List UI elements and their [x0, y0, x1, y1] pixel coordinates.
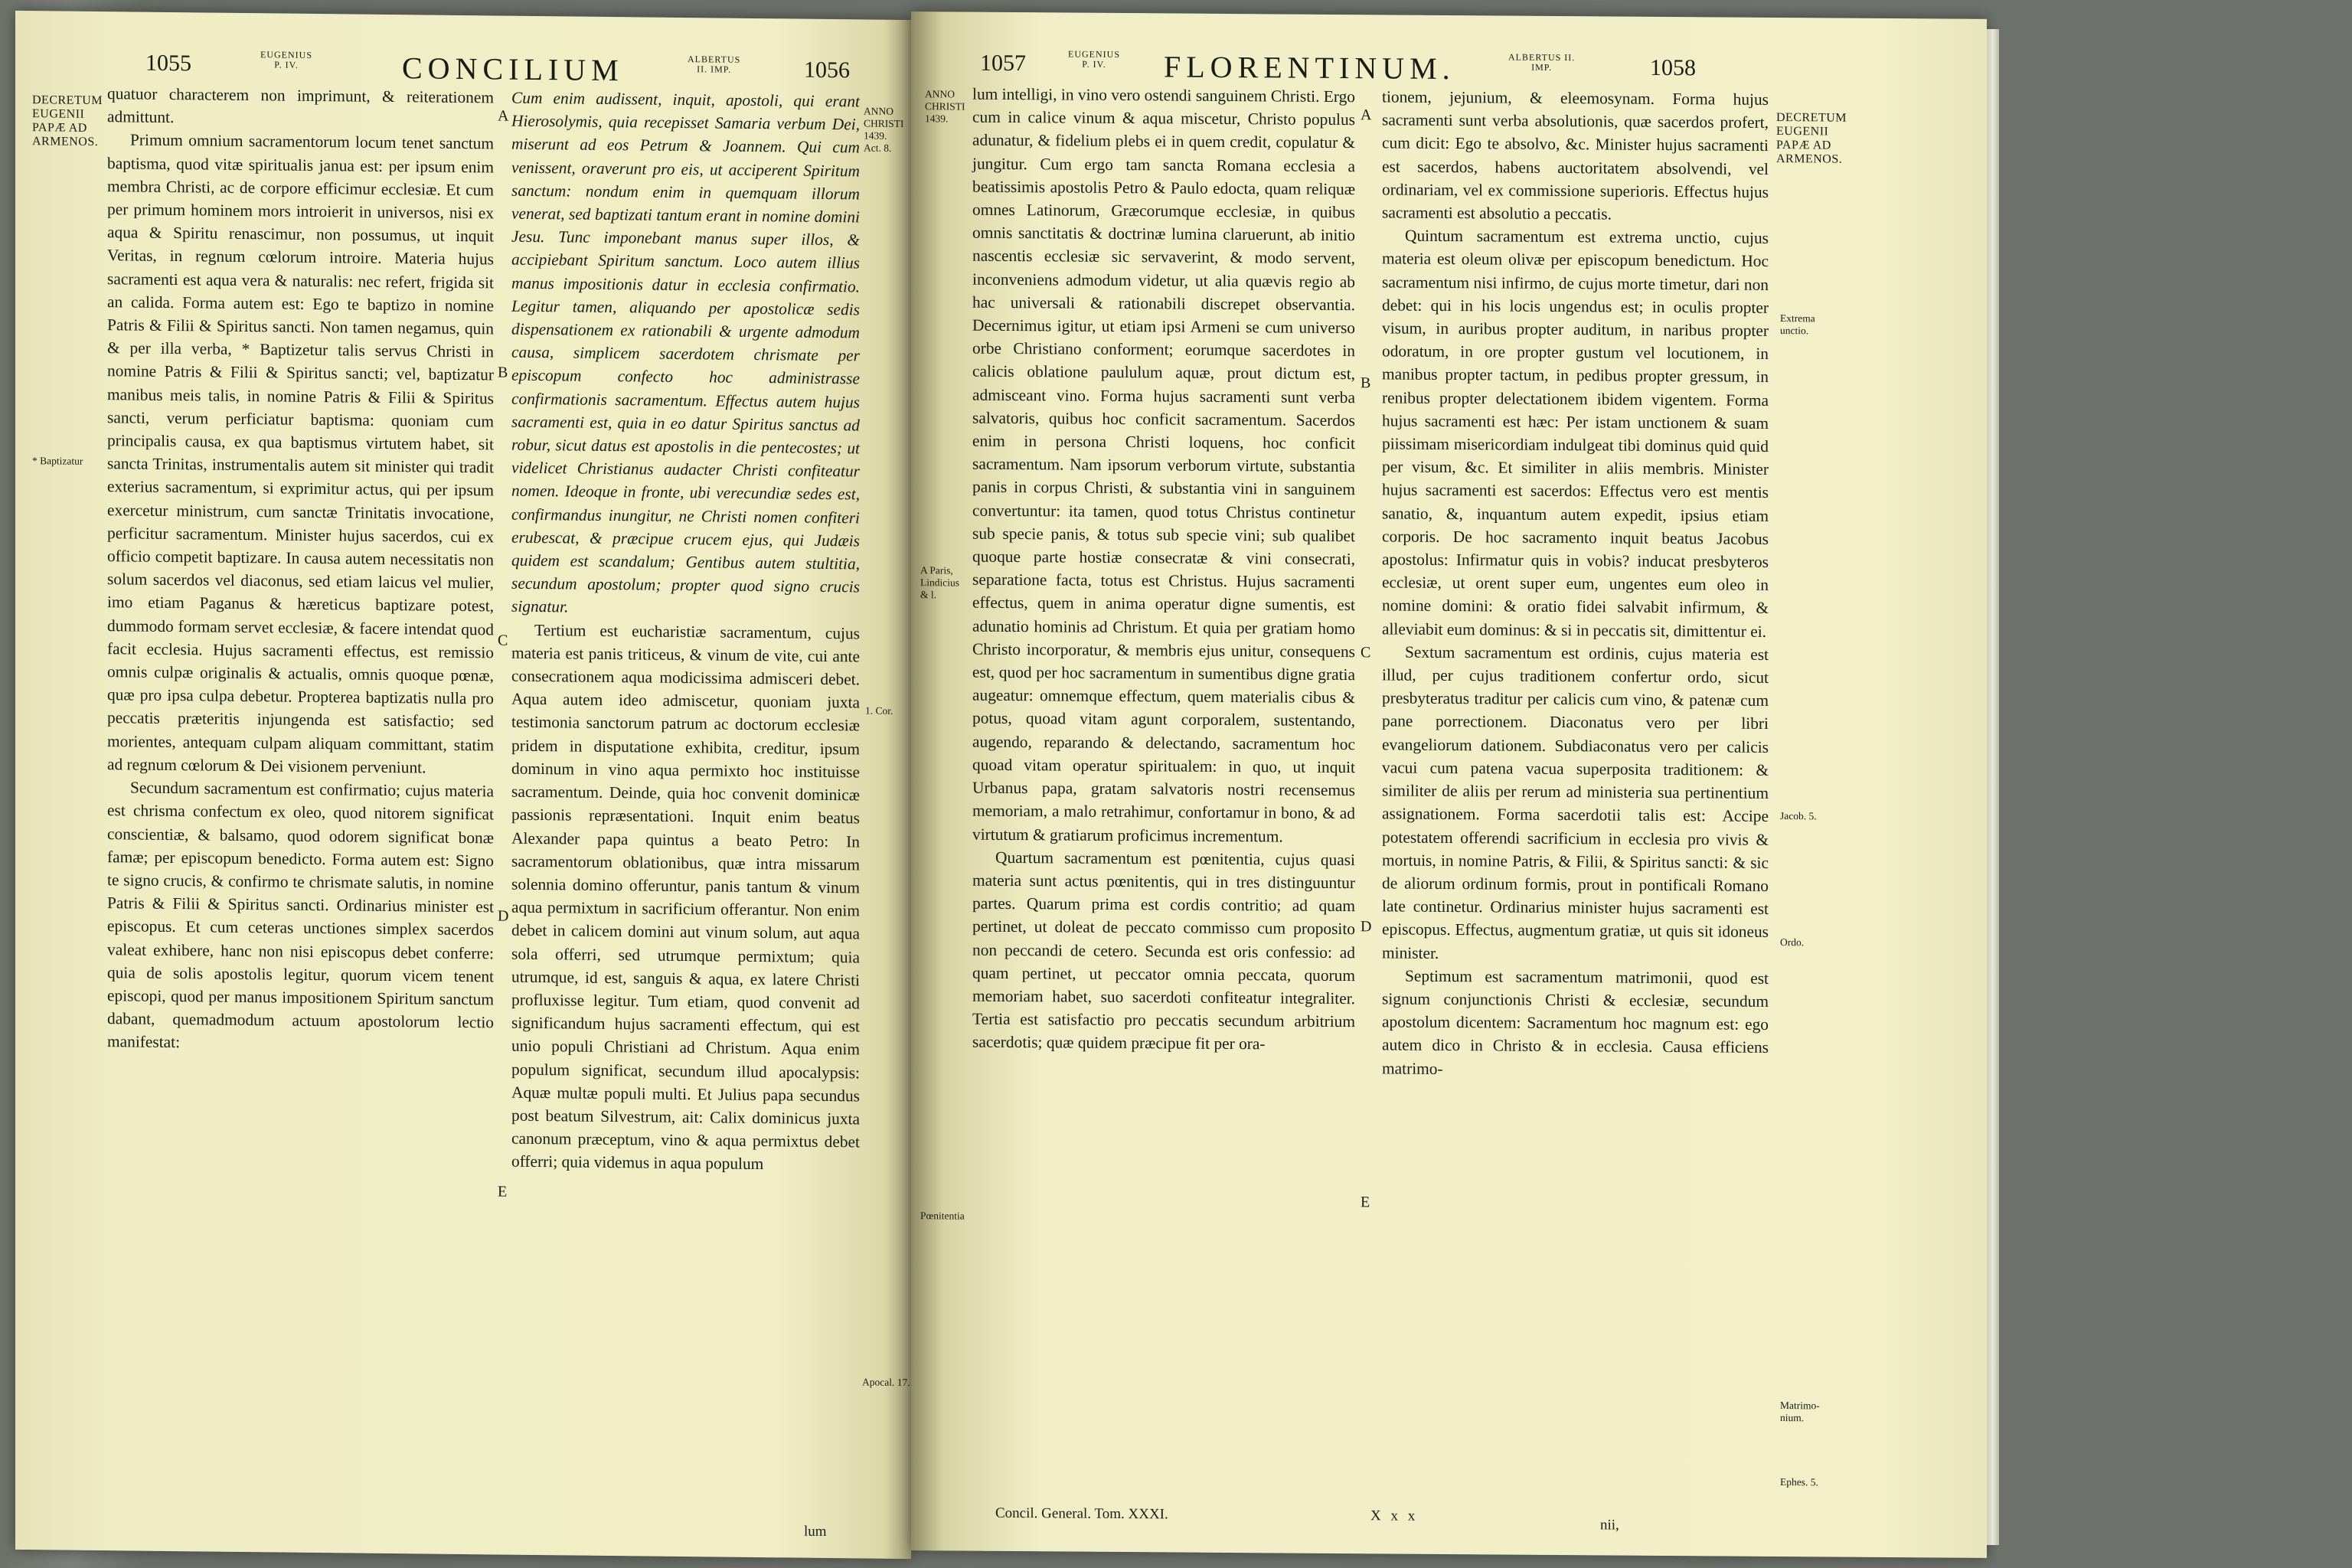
paragraph-baptism: Primum omnium sacramentorum locum tenet sanctum baptisma, quod vitæ spiritualis janua est: per ipsum enim membra Christi, ac de corpore efficimur ecclesiæ. Et cum per primum hominem mors introierit in universos, nisi ex aqua & Spiritu renascimur, non possumus, ut inquit Veritas, in regnum cœlorum introire. Materia hujus sacramenti est aqua vera & naturalis: nec refert, frigida sit an calida. Forma autem est: Ego te baptizo in nomine Patris & Filii & Spiritus sancti. Non tamen negamus, quin & per illa verba, * Baptizetur talis servus Christi in nomine Patris & Filii & Spiritus sancti; vel, baptizatur manibus meis talis, in nomine Patris & Filii & Spiritus sancti, verum perficiatur baptisma: quoniam cum principalis causa, ex qua baptismus virtutem habet, sit sancta Trinitas, instrumentalis autem sit minister qui tradit exterius sacramentum, si exprimitur actus, qui per ipsum exercetur ministrum, cum sanctæ Trinitatis invocatione, perficitur sacramentum. Minister hujus sacerdos, cui ex officio competit baptizare. In causa autem necessitatis non solum sacerdos vel diaconus, sed etiam laicus vel mulier, imo etiam Paganus & hæreticus baptizare potest, dummodo formam servet ecclesiæ, & facere intendat quod facit ecclesia. Hujus sacramenti effectus, est remissio omnis culpæ originalis & actualis, omnis quoque pœnæ, quæ pro ipsa culpa debetur. Propterea baptizatis nulla pro peccatis præteritis injungenda est satisfactio; sed morientes, antequam culpam aliquam committant, statim ad regnum cœlorum & Dei visionem perveniunt.: [107, 130, 494, 777]
margin-paris: [920, 564, 959, 601]
left-column-2: [511, 87, 860, 1177]
margin-line: PAPÆ AD: [1776, 138, 1831, 152]
right-column-1: [972, 83, 1355, 1057]
left-catchword: lum: [804, 1523, 827, 1540]
margin-anno-left: [864, 105, 904, 155]
margin-line: CHRISTI: [925, 100, 965, 113]
page-number-1056: 1056: [804, 57, 850, 83]
emperor-number: IMP.: [1531, 61, 1553, 73]
margin-decretum-left: [32, 93, 103, 149]
margin-line: ANNO: [864, 105, 893, 117]
running-title: CONCILIUM: [402, 51, 624, 88]
margin-line: PAPÆ AD: [32, 121, 87, 135]
pope-label: [260, 50, 312, 70]
margin-baptizatur: * Baptizatur: [32, 455, 83, 467]
margin-matrimonium: [1780, 1400, 1820, 1424]
margin-anno-right: [925, 88, 965, 125]
section-letter-a: A: [498, 107, 509, 125]
section-letter-a: A: [1361, 106, 1372, 124]
margin-cor: 1. Cor.: [865, 704, 893, 717]
paragraph-confirmation: Secundum sacramentum est confirmatio; cujus materia est chrisma confectum ex oleo, quod nitorem significat conscientiæ, & balsamo, quod odorem significat bonæ famæ; per episcopum benedicto. Forma autem est: Signo te signo crucis, & confirmo te chrismate salutis, in nomine Patris & Filii & Spiritus sancti. Ordinarius minister est episcopus. Et cum ceteras unctiones simplex sacerdos valeat exhibere, hanc non nisi episcopus debet conferre: quia de solis apostolis legitur, quorum vicem tenent episcopi, quod per manus impositionem Spiritum sanctum dabant, quemadmodum actuum apostolorum lectio manifestat:: [107, 778, 494, 1052]
paragraph-absolution: tionem, jejunium, & eleemosynam. Forma hujus sacramenti sunt verba absolutionis, quæ sacerdos profert, cum dicit: Ego te absolvo, &c. Minister hujus sacramenti est sacerdos, habens auctoritatem absolvendi, vel ordinariam, vel ex commissione superioris. Effectus hujus sacramenti est absolutio a peccatis.: [1382, 87, 1769, 224]
margin-line: ARMENOS.: [32, 135, 99, 149]
paragraph: quatuor characterem non imprimunt, & reiterationem admittunt.: [107, 84, 494, 127]
page-edges: [1987, 29, 1999, 1545]
pope-number: P. IV.: [274, 59, 299, 70]
section-letter-d: D: [498, 907, 509, 925]
section-letter-c: C: [498, 632, 508, 649]
section-letter-b: B: [498, 364, 508, 381]
page-number-1058: 1058: [1650, 54, 1696, 81]
footer-title: Concil. General. Tom. XXXI.: [995, 1504, 1168, 1523]
section-letter-b: B: [1361, 374, 1371, 392]
paragraph-eucharist: Tertium est eucharistiæ sacramentum, cujus materia est panis triticeus, & vinum de vite, cui ante consecrationem aqua modicissima admisceri debet. Aqua autem ideo admiscetur, quoniam juxta testimonia sanctorum patrum ac doctorum ecclesiæ pridem in disputatione exhibita, creditur, ipsum dominum in vino aqua permixto hoc instituisse sacramentum. Deinde, quia hoc convenit dominicæ passionis repræsentationi. Inquit enim beatus Alexander papa quintus a beato Petro: In sacramentorum oblationibus, quæ intra missarum solennia domino offeruntur, panis tantum & vinum aqua permixtum in sacrificium offerantur. Non enim debet in calicem domini aut vinum solum, aut aqua sola offerri, sed utrumque permixtum; quia utrumque, id est, sanguis & aqua, ex latere Christi profluxisse legitur. Tum etiam, quod convenit ad significandum hujus sacramenti effectum, qui est unio populi Christiani ad Christum. Aqua enim populum significat, secundum illud apocalypsis: Aquæ multæ populi multi. Et Julius papa secundus post beatum Silvestrum, ait: Calix dominicus juxta canonum præceptum, vino & aqua permixtus debet offerri; quia videmus in aqua populum: [511, 620, 860, 1174]
margin-line: DECRETUM: [32, 93, 103, 108]
emperor-label: [688, 54, 740, 75]
margin-line: EUGENII: [32, 107, 85, 121]
margin-jacob: Jacob. 5.: [1780, 810, 1817, 822]
emperor-label-right: [1508, 53, 1575, 74]
section-letter-e: E: [1361, 1194, 1370, 1211]
margin-line: 1439.: [925, 113, 949, 125]
margin-line: Matrimo-: [1780, 1400, 1820, 1412]
margin-extrema-unctio: [1780, 312, 1815, 337]
paragraph-acts: Cum enim audissent, inquit, apostoli, qui erant Hierosolymis, quia recepisset Samaria verbum Dei, miserunt ad eos Petrum & Joannem. Qui cum venissent, oraverunt pro eis, ut acciperent Spiritum sanctum: nondum enim in quemquam illorum venerat, sed baptizati tantum erant in nomine domini Jesu. Tunc imponebant manus super illos, & accipiebant Spiritum sanctum. Loco autem illius manus impositionis datur in ecclesia confirmatio. Legitur tamen, aliquando per apostolicæ sedis dispensationem ex rationabili & urgente admodum causa, simplicem sacerdotem chrismate per episcopum confecto hoc administrasse confirmationis sacramentum. Effectus autem hujus sacramenti est, quia in eo datur Spiritus sanctus ad robur, sicut datus est apostolis in die pentecostes; ut videlicet Christianus audacter Christi confiteatur nomen. Ideoque in fronte, ubi verecundiæ sedes est, confirmandus inungitur, ne Christi nomen confiteri erubescat, & præcipue crucem ejus, qui Judæis quidem est scandalum; Gentibus autem stultitia, secundum apostolum; propter quod signo crucis signatur.: [511, 88, 860, 616]
section-letter-e: E: [498, 1183, 508, 1200]
margin-ordo: Ordo.: [1780, 936, 1805, 949]
right-page: [911, 11, 1987, 1558]
margin-line: 1439.: [864, 129, 887, 142]
paragraph-extreme-unction: Quintum sacramentum est extrema unctio, cujus materia est oleum olivæ per episcopum benedictum. Hoc sacramentum nisi infirmo, de cujus morte timetur, dari non debet: qui in his locis ungendus est; in oculis propter visum, in auribus propter auditum, in naribus propter odoratum, in ore propter gustum vel locutionem, in manibus propter tactum, in pedibus propter gressum, in renibus propter delectationem ibidem vigentem. Forma hujus sacramenti est hæc: Per istam unctionem & suam piissimam misericordiam indulgeat tibi dominus quid quid per visum, &c. Et similiter in aliis membris. Minister hujus sacramenti est sacerdos: Effectus vero est mentis sanatio, &, inquantum autem expedit, ipsius etiam corporis. De hoc sacramento inquit beatus Jacobus apostolus: Infirmatur quis in vobis? inducat presbyteros ecclesiæ, ut orent super eum, ungentes eum oleo in nomine domini: & oratio fidei salvabit infirmum, & alleviabit eum dominus: & si in peccatis sit, dimittentur ei.: [1382, 226, 1769, 641]
margin-line: Act. 8.: [864, 142, 892, 154]
pope-name: EUGENIUS: [260, 49, 312, 60]
page-number-1057: 1057: [980, 50, 1026, 77]
right-catchword: nii,: [1600, 1517, 1619, 1534]
left-page: [15, 11, 911, 1559]
pope-label-right: [1068, 50, 1120, 70]
pope-name: EUGENIUS: [1068, 48, 1120, 60]
paragraph-eucharist-cont: lum intelligi, in vino vero ostendi sanguinem Christi. Ergo cum in calice vinum & aqua miscetur, Christo populus adunatur, & fidelium plebs ei in quem credit, copulatur & jungitur. Cum ergo tam sancta Romana ecclesia a beatissimis apostolis Petro & Paulo edocta, quam reliquæ omnes Latinorum, Græcorumque ecclesiæ, in quibus omnis sanctitatis & doctrinæ lumina claruerunt, ab initio nascentis ecclesiæ sic servaverint, & modo servent, inconveniens admodum videtur, ut alia quævis regio ab hac universali & rationabili discrepet observantia. Decernimus igitur, ut etiam ipsi Armeni se cum universo orbe Christiano conforment; eorumque sacerdotes in calicis oblatione paululum aquæ, prout dictum est, admisceant vino. Forma hujus sacramenti sunt verba salvatoris, quibus hoc conficit sacramentum. Sacerdos enim in persona Christi loquens, hoc conficit sacramentum. Nam ipsorum verborum virtute, substantia panis in corpus Christi, & substantia vini in sanguinem convertuntur: ita tamen, quod totus Christus continetur sub specie panis, & totus sub specie vini; sub qualibet quoque parte hostiæ consecratæ & vini consecrati, separatione facta, totus est Christus. Hujus sacramenti effectus, quem in anima operatur digne sumentis, est adunatio hominis ad Christum. Et quia per gratiam homo Christo incorporatur, & membris ejus unitur, consequens est, quod per hoc sacramentum in sumentibus digne gratia augeatur: omnemque effectum, quem materialis cibus & potus, quoad vitam agunt corporalem, sustentando, augendo, reparando & delectando, sacramentum hoc quoad vitam operatur spiritualem: in quo, ut inquit Urbanus papa, gratam salvatoris nostri recensemus memoriam, a malo retrahimur, confortamur in bono, & ad virtutum & gratiarum proficimus incrementum.: [972, 84, 1355, 845]
margin-decretum-right: [1776, 111, 1847, 167]
paragraph-penance: Quartum sacramentum est pœnitentia, cujus quasi materia sunt actus pœnitentis, qui in tres distinguuntur partes. Quarum prima est cordis contritio; ad quam pertinet, ut doleat de peccato commisso cum proposito non peccandi de cetero. Secunda est oris confessio: ad quam pertinet, ut peccator omnia peccata, quorum memoriam habet, suo sacerdoti confiteatur integraliter. Tertia est satisfactio pro peccatis secundum arbitrium sacerdotis; quæ quidem præcipue fit per ora-: [972, 848, 1355, 1054]
margin-line: nium.: [1780, 1412, 1805, 1424]
paragraph-orders: Sextum sacramentum est ordinis, cujus materia est illud, per cujus traditionem confertur ordo, sicut presbyteratus traditur per calicis cum vino, & patenæ cum pane porrectionem. Diaconatus vero per libri evangeliorum dationem. Subdiaconatus vero per calicis vacui cum patena vacua superposita traditionem: & similiter de aliis per rerum ad ministeria sua pertinentium assignationem. Forma sacerdotii talis est: Accipe potestatem offerendi sacrificium in ecclesia pro vivis & mortuis, in nomine Patris, & Filii, & Spiritus sancti: & sic de aliorum ordinum formis, prout in pontificali Romano late continetur. Ordinarius minister hujus sacramenti est episcopus. Effectus, augmentum gratiæ, ut quis sit idoneus minister.: [1382, 642, 1769, 962]
left-column-1: [107, 82, 494, 1057]
paragraph-matrimony: Septimum est sacramentum matrimonii, quod est signum conjunctionis Christi & ecclesiæ, secundum apostolum dicentem: Sacramentum hoc magnum est: ego autem dico in Christo & in ecclesia. Causa efficiens matrimo-: [1382, 966, 1769, 1078]
margin-poenitentia: Pœnitentia: [920, 1210, 965, 1222]
emperor-name: ALBERTUS II.: [1508, 51, 1576, 64]
section-letter-d: D: [1361, 918, 1372, 936]
margin-line: unctio.: [1780, 325, 1809, 337]
margin-ephes: Ephes. 5.: [1780, 1476, 1818, 1488]
page-number-1055: 1055: [145, 50, 191, 77]
margin-apoc: Apocal. 17.: [862, 1376, 910, 1389]
emperor-name: ALBERTUS: [688, 54, 741, 65]
margin-line: ANNO: [925, 88, 955, 100]
footer-signature: X x x: [1370, 1508, 1419, 1524]
margin-line: EUGENII: [1776, 124, 1829, 139]
pope-number: P. IV.: [1082, 58, 1106, 70]
right-column-2: [1382, 85, 1769, 1082]
running-title-right: FLORENTINUM.: [1164, 49, 1455, 87]
margin-line: A Paris,: [920, 564, 953, 577]
margin-line: CHRISTI: [864, 117, 904, 130]
emperor-number: II. IMP.: [697, 64, 732, 75]
margin-line: DECRETUM: [1776, 110, 1847, 125]
margin-line: ARMENOS.: [1776, 152, 1843, 166]
margin-line: & l.: [920, 589, 937, 601]
section-letter-c: C: [1361, 644, 1371, 662]
margin-line: Extrema: [1780, 312, 1815, 325]
margin-line: Lindicius: [920, 577, 959, 589]
